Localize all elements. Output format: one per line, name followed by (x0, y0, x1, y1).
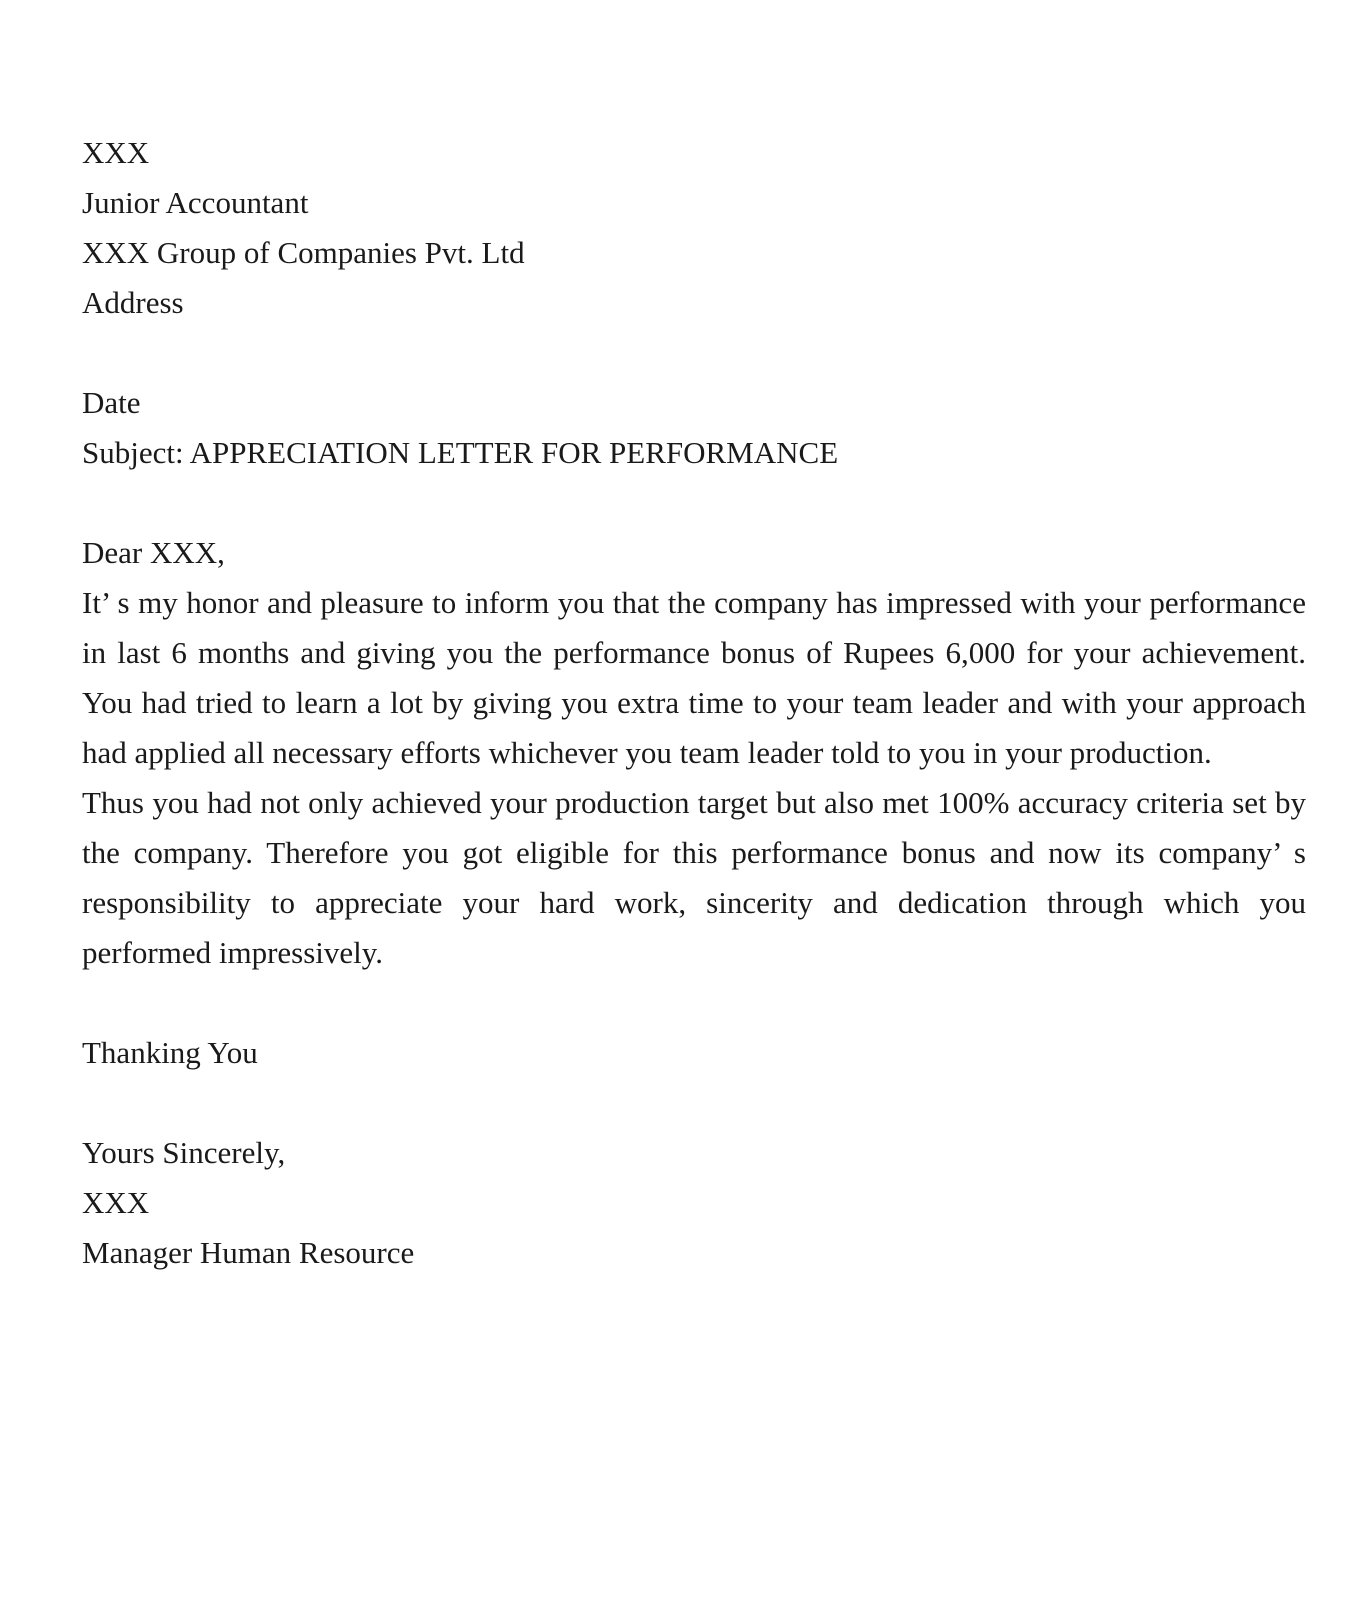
date-subject-block (82, 378, 1306, 478)
body-paragraph-1: It’ s my honor and pleasure to inform you that the company has impressed with your performance in last 6 months and giving you the performance bonus of Rupees 6,000 for your achievement. You had tried to learn a lot by giving you extra time to your team leader and with your approach had applied all necessary efforts whichever you team leader told to you in your production. (82, 585, 1306, 770)
sender-name: XXX (82, 1185, 150, 1220)
body-paragraph-2: Thus you had not only achieved your production target but also met 100% accuracy criteria set by the company. Therefore you got eligible for this performance bonus and now its company’ s responsibility to appreciate your hard work, sincerity and dedication through which you performed impressively. (82, 785, 1306, 970)
recipient-name: XXX (82, 135, 150, 170)
recipient-title: Junior Accountant (82, 185, 309, 220)
sender-title: Manager Human Resource (82, 1235, 415, 1270)
recipient-block (82, 128, 1306, 328)
salutation: Dear XXX, (82, 535, 225, 570)
recipient-company: XXX Group of Companies Pvt. Ltd (82, 235, 525, 270)
recipient-address: Address (82, 285, 184, 320)
thanks-line: Thanking You (82, 1035, 258, 1070)
closing-block (82, 1128, 1306, 1278)
letter-page (82, 128, 1306, 1278)
thanks-block (82, 1028, 1306, 1078)
subject-line: Subject: APPRECIATION LETTER FOR PERFORMANCE (82, 435, 839, 470)
sign-off: Yours Sincerely, (82, 1135, 286, 1170)
letter-body (82, 528, 1306, 978)
date-label: Date (82, 385, 141, 420)
